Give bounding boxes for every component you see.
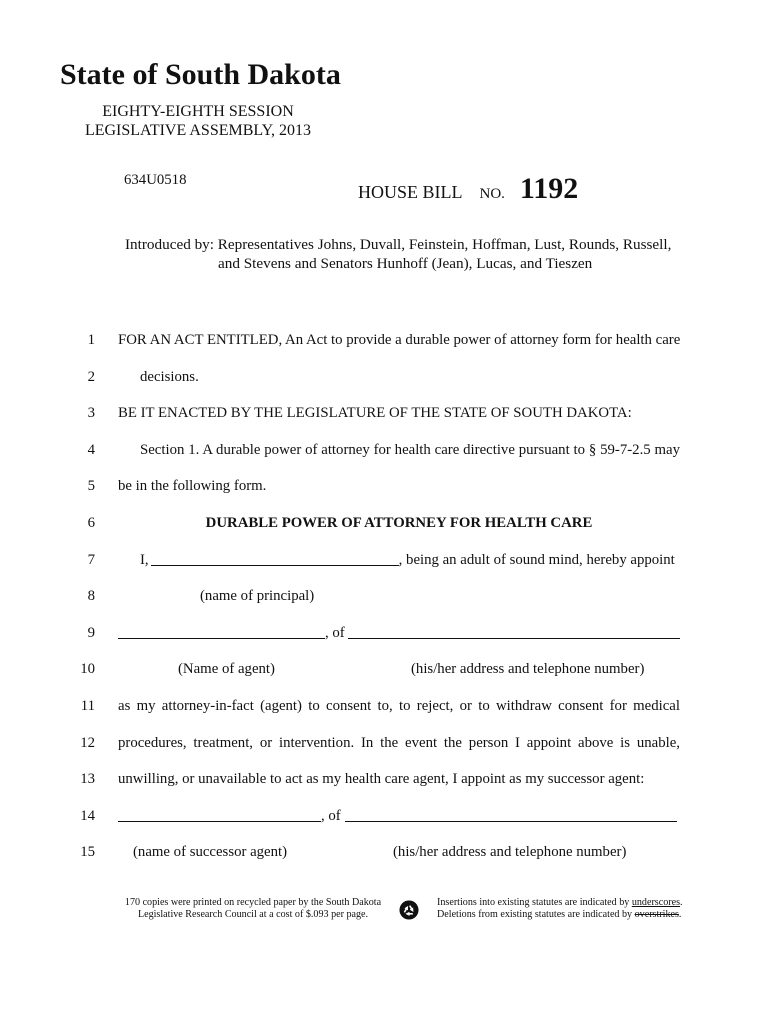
line-6 [0, 505, 770, 542]
line-11 [0, 688, 770, 725]
principal-caption: (name of principal) [200, 588, 315, 605]
bill-number-heading [358, 171, 578, 212]
assembly-name: LEGISLATIVE ASSEMBLY, 2013 [84, 122, 312, 139]
separator: , of [321, 807, 341, 824]
line-10 [0, 651, 770, 688]
line-number: 14 [80, 807, 95, 824]
successor-address-caption: (his/her address and telephone number) [393, 844, 627, 861]
agent-address-caption: (his/her address and telephone number) [411, 661, 645, 678]
session-name: EIGHTY-EIGHTH SESSION [102, 103, 294, 120]
statute-key [437, 897, 683, 921]
state-title: State of South Dakota [60, 58, 341, 91]
line-number: 6 [87, 514, 95, 531]
session-block [60, 102, 336, 140]
line-number: 2 [87, 368, 95, 385]
agent-address-blank [348, 638, 680, 639]
deletions-text: Deletions from existing statutes are indicated by [437, 909, 635, 920]
printing-note [113, 897, 393, 921]
sponsors [125, 235, 671, 273]
separator: , of [325, 624, 345, 641]
deletions-note [437, 909, 683, 921]
line-number: 4 [87, 441, 95, 458]
insertions-end: . [680, 897, 683, 908]
line-12 [0, 725, 770, 762]
line-2 [0, 359, 770, 396]
agent-name-caption: (Name of agent) [178, 661, 275, 678]
bill-number: 1192 [519, 172, 579, 205]
line-number: 1 [87, 332, 95, 348]
bill-type: HOUSE BILL [358, 182, 463, 202]
line-number: 10 [80, 661, 95, 678]
agent-blanks [118, 615, 680, 652]
line-text: Section 1. A durable power of attorney for health care directive pursuant to § 59-7-2.5 may [140, 441, 680, 458]
line-text: be in the following form. [118, 478, 267, 495]
line-text: as my attorney-in-fact (agent) to consent to, to reject, or to withdraw consent for medical [118, 697, 680, 714]
line-4 [0, 432, 770, 469]
number-label: NO. [479, 186, 505, 202]
line-5 [0, 468, 770, 505]
agent-name-blank [118, 638, 325, 639]
line-text: FOR AN ACT ENTITLED, An Act to provide a durable power of attorney form for health care [118, 332, 681, 348]
successor-address-blank [345, 821, 677, 822]
form-heading: DURABLE POWER OF ATTORNEY FOR HEALTH CARE [205, 514, 593, 531]
line-number: 9 [87, 624, 95, 641]
insertions-marker: underscores [631, 897, 681, 908]
deletions-end: . [678, 909, 682, 920]
line-number: 3 [87, 405, 95, 422]
principal-statement [140, 542, 675, 579]
line-9 [0, 615, 770, 652]
line-8 [0, 578, 770, 615]
line-13 [0, 761, 770, 798]
line-number: 8 [87, 588, 95, 605]
line-number: 7 [87, 551, 95, 568]
enacting-clause: BE IT ENACTED BY THE LEGISLATURE OF THE STATE OF SOUTH DAKOTA: [118, 405, 632, 422]
sponsors-line-1: Introduced by: Representatives Johns, Duvall, Feinstein, Hoffman, Lust, Rounds, Russell, [125, 236, 672, 253]
line-14 [0, 798, 770, 835]
printing-note-line-1: 170 copies were printed on recycled paper by the South Dakota [124, 897, 382, 908]
line-text: decisions. [140, 368, 199, 385]
printing-note-line-2: Legislative Research Council at a cost of $.093 per page. [137, 909, 369, 920]
line-number: 11 [80, 697, 95, 714]
line-text: unwilling, or unavailable to act as my health care agent, I appoint as my successor agent: [118, 771, 645, 788]
recycle-icon [399, 900, 419, 920]
line-15 [0, 834, 770, 871]
line-7 [0, 542, 770, 579]
line-number: 5 [87, 478, 95, 495]
successor-agent-name-blank [118, 821, 321, 822]
line-number: 15 [80, 844, 95, 861]
bill-text [0, 322, 770, 871]
line-text: procedures, treatment, or intervention. In the event the person I appoint above is unable, [118, 734, 680, 751]
insertions-text: Insertions into existing statutes are indicated by [437, 897, 632, 908]
line-suffix: , being an adult of sound mind, hereby appoint [398, 551, 675, 568]
line-number: 13 [80, 771, 95, 788]
line-3 [0, 395, 770, 432]
principal-name-blank [151, 565, 399, 566]
line-prefix: I, [140, 551, 149, 568]
line-1 [0, 322, 770, 359]
deletions-marker: overstrikes [634, 909, 679, 920]
line-number: 12 [80, 734, 95, 751]
insertions-note [437, 897, 683, 909]
successor-blanks [118, 798, 677, 835]
successor-name-caption: (name of successor agent) [133, 844, 288, 861]
document-code: 634U0518 [124, 172, 187, 188]
sponsors-line-2: and Stevens and Senators Hunhoff (Jean), Lucas, and Tieszen [218, 255, 593, 272]
